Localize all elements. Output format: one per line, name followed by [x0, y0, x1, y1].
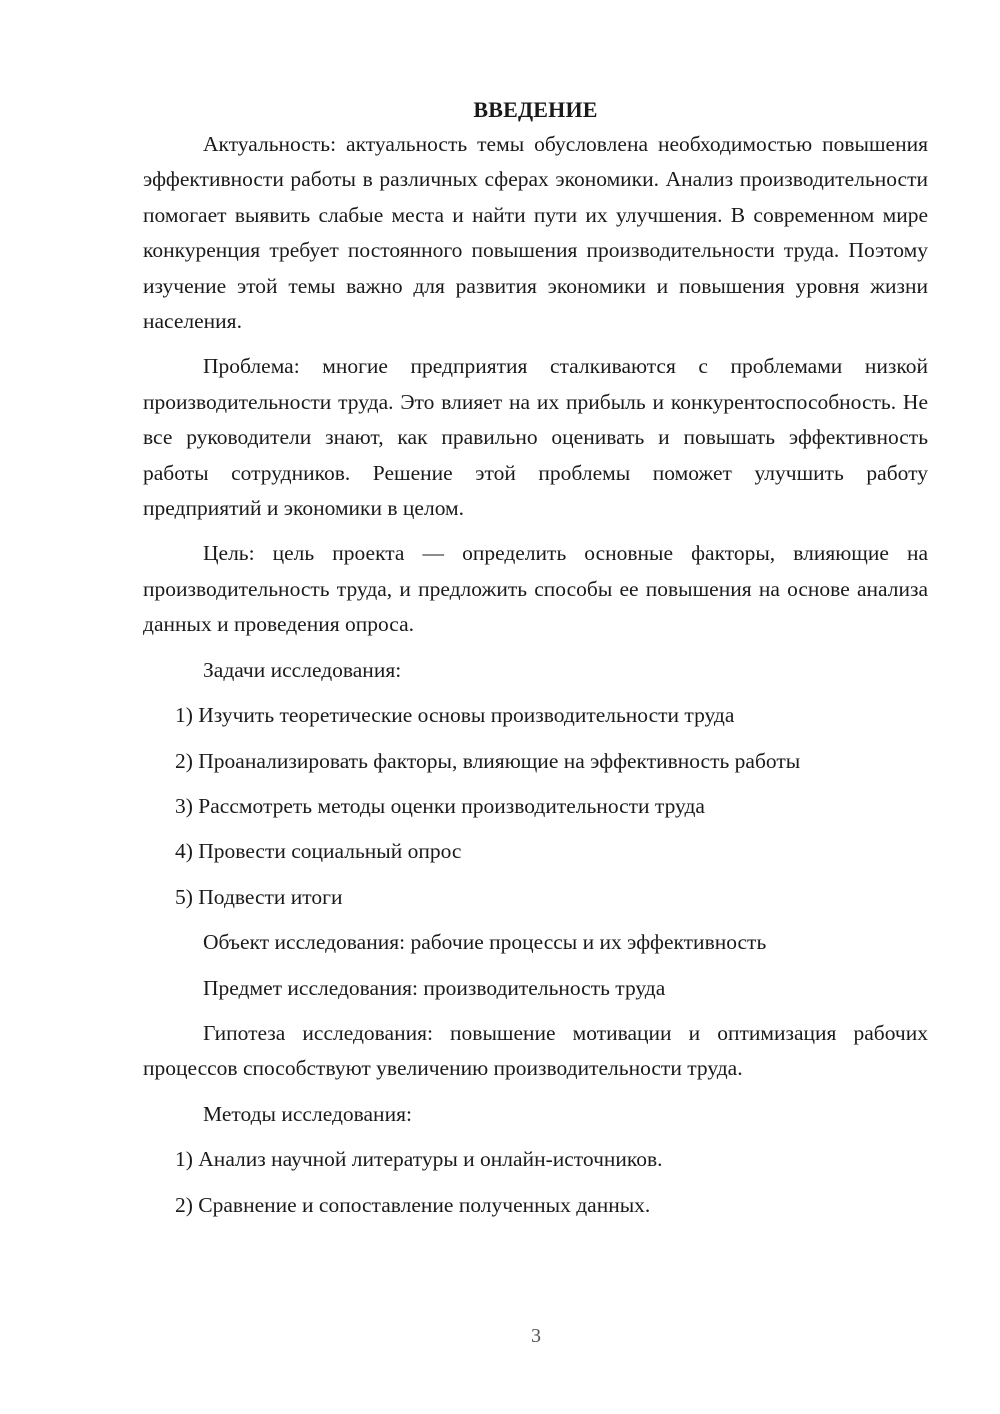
relevance-paragraph: Актуальность: актуальность темы обусловлена необходимостью повышения эффективности работы в различных сферах экономики. Анализ производительности помогает выявить слабые места и найти пути их улучшения. В современном мире конкуренция требует постоянного повышения производительности труда. Поэтому изучение этой темы важно для развития экономики и повышения уровня жизни населения. [143, 132, 928, 334]
task-item-3: 3) Рассмотреть методы оценки производительности труда [175, 793, 705, 818]
task-item-5: 5) Подвести итоги [175, 884, 343, 909]
task-item-4: 4) Провести социальный опрос [175, 839, 462, 864]
page-number: 3 [531, 1325, 541, 1347]
research-object: Объект исследования: рабочие процессы и их эффективность [203, 930, 767, 955]
tasks-title: Задачи исследования: [203, 657, 402, 682]
goal-paragraph: Цель: цель проекта — определить основные факторы, влияющие на производительность труда, и предложить способы ее повышения на основе анализа данных и проведения опроса. [143, 541, 928, 637]
method-item-1: 1) Анализ научной литературы и онлайн-источников. [175, 1147, 663, 1172]
method-item-2: 2) Сравнение и сопоставление полученных данных. [175, 1192, 651, 1217]
research-subject: Предмет исследования: производительность труда [203, 975, 666, 1000]
task-item-1: 1) Изучить теоретические основы производительности труда [175, 703, 735, 728]
methods-title: Методы исследования: [203, 1101, 412, 1126]
document-page [143, 92, 928, 1223]
hypothesis-paragraph: Гипотеза исследования: повышение мотивации и оптимизация рабочих процессов способствуют увеличению производительности труда. [143, 1020, 928, 1081]
problem-paragraph: Проблема: многие предприятия сталкиваются с проблемами низкой производительности труда. Это влияет на их прибыль и конкурентоспособность. Не все руководители знают, как правильно оценивать и повышать эффективность работы сотрудников. Решение этой проблемы поможет улучшить работу предприятий и экономики в целом. [143, 354, 928, 521]
section-heading: ВВЕДЕНИЕ [473, 97, 598, 122]
task-item-2: 2) Проанализировать факторы, влияющие на эффективность работы [175, 748, 801, 773]
